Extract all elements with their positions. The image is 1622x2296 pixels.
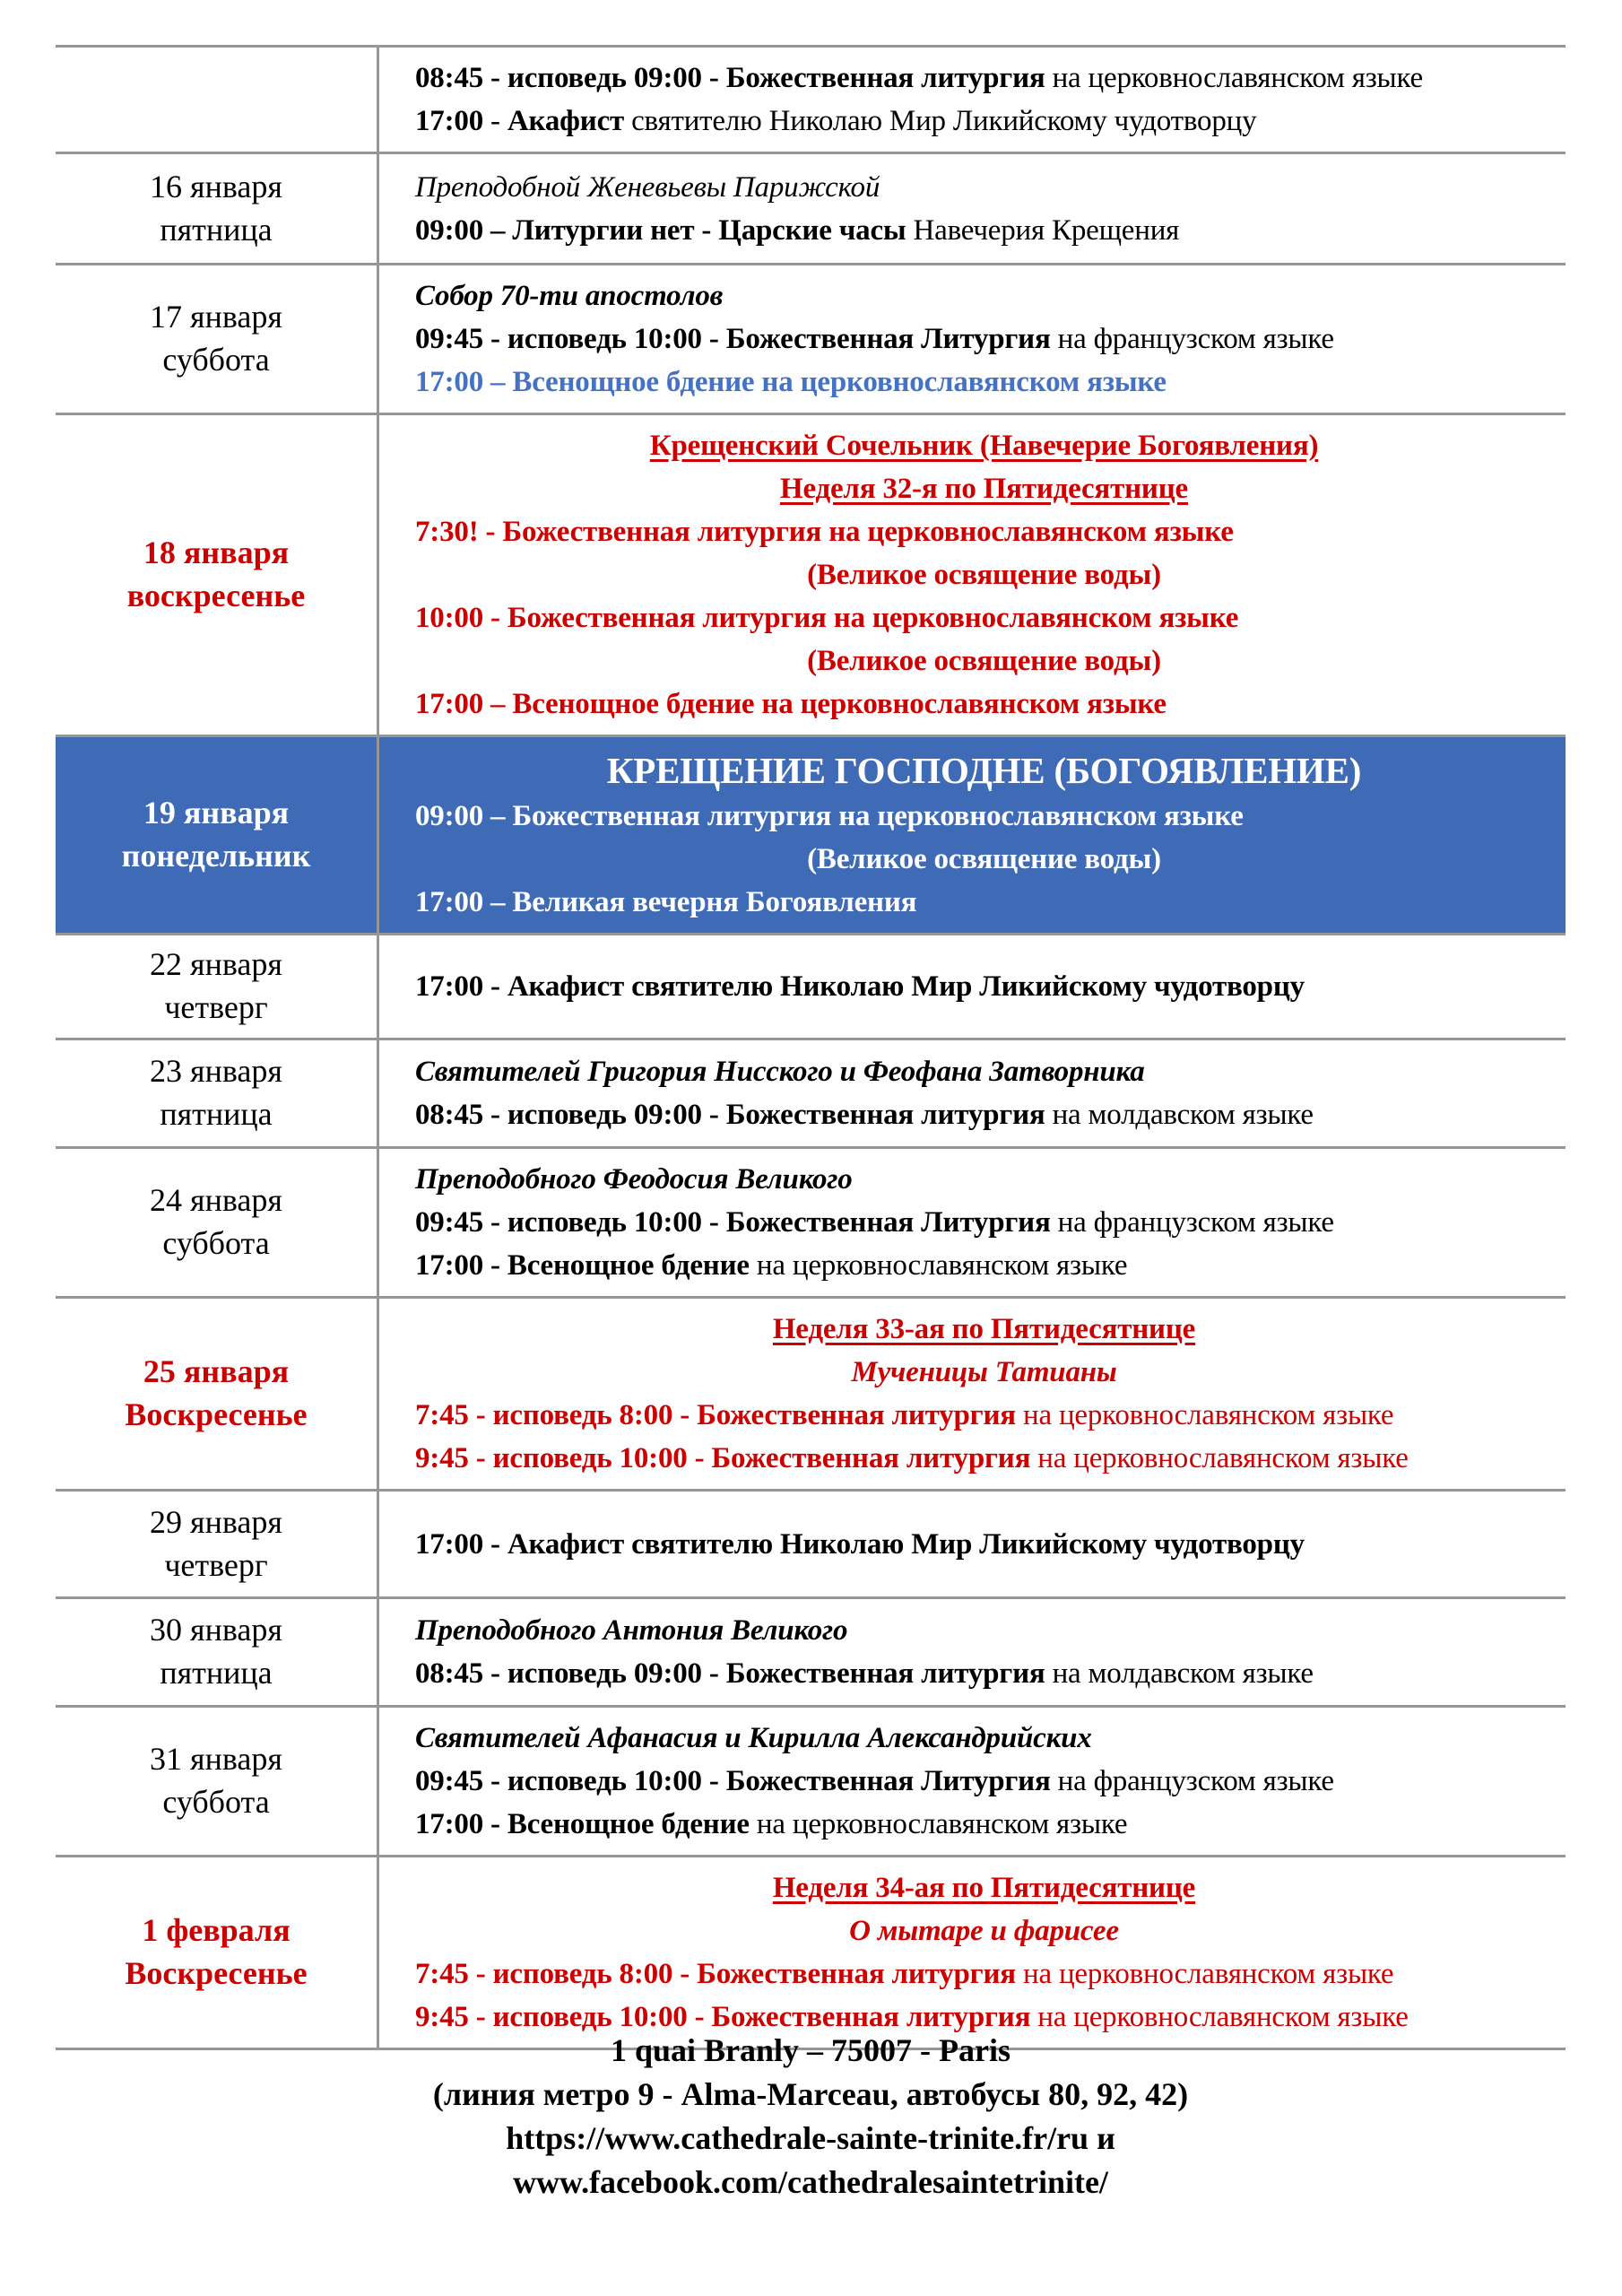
text-segment: на церковнославянском языке: [1037, 1442, 1409, 1474]
date-line: Воскресенье: [125, 1955, 308, 1991]
date-line: 30 января: [150, 1612, 282, 1648]
date-line: воскресенье: [126, 578, 306, 613]
service-line: [415, 1866, 1553, 1909]
date-line: четверг: [164, 1546, 268, 1583]
text-segment: Крещенский Сочельник (Навечерие Богоявления): [649, 430, 1319, 462]
date-line: 29 января: [150, 1503, 282, 1540]
text-segment: 7:45 - исповедь 8:00 - Божественная литургия: [415, 1399, 1023, 1431]
date-line: Воскресенье: [125, 1396, 308, 1432]
table-row: [56, 152, 1566, 263]
table-row: [56, 1489, 1566, 1596]
text-segment: Святителей Григория Нисского и Феофана Затворника: [415, 1056, 1145, 1088]
text-segment: Навечерия Крещения: [913, 213, 1180, 247]
text-segment: 09:00 – Божественная литургия на церковнославянском языке: [415, 800, 1244, 832]
table-row: [56, 263, 1566, 413]
text-segment: КРЕЩЕНИЕ ГОСПОДНЕ (БОГОЯВЛЕНИЕ): [606, 750, 1362, 791]
date-line: суббота: [162, 342, 270, 378]
services-cell: [379, 415, 1566, 735]
date-cell: [56, 265, 379, 413]
text-segment: 17:00 - Акафист святителю Николаю Мир Ликийскому чудотворцу: [415, 970, 1305, 1003]
service-line: [415, 209, 1553, 252]
date-line: 1 февраля: [142, 1912, 291, 1949]
services-cell: [379, 154, 1566, 263]
date-line: пятница: [160, 211, 273, 248]
table-row: [56, 1855, 1566, 2048]
service-line: [415, 1201, 1553, 1244]
service-line: [415, 838, 1553, 881]
service-line: [415, 746, 1553, 795]
service-line: [415, 1093, 1553, 1136]
date-cell: [56, 1492, 379, 1596]
services-cell: [379, 1299, 1566, 1489]
text-segment: 08:45 - исповедь 09:00 - Божественная литургия: [415, 1657, 1053, 1690]
services-cell: [379, 1599, 1566, 1705]
service-line: [415, 100, 1553, 143]
text-segment: 09:45 - исповедь 10:00 - Божественная Литургия: [415, 1206, 1058, 1239]
date-cell: [56, 1149, 379, 1296]
text-segment: Неделя 32-я по Пятидесятнице: [780, 473, 1188, 505]
date-cell: [56, 1857, 379, 2048]
date-cell: [56, 415, 379, 735]
date-line: 22 января: [150, 946, 282, 983]
date-line: 23 января: [150, 1053, 282, 1090]
text-segment: 09:45 - исповедь 10:00 - Божественная Литургия: [415, 323, 1058, 355]
text-segment: 08:45 - исповедь 09:00 - Божественная литургия: [415, 62, 1053, 94]
address-line: 1 quai Branly – 75007 - Paris: [610, 2032, 1011, 2068]
text-segment: Мученицы Татианы: [851, 1356, 1117, 1388]
schedule-table: [56, 45, 1566, 2050]
service-line: [415, 1717, 1553, 1760]
text-segment: на французском языке: [1057, 1206, 1334, 1239]
website-url: https://www.cathedrale-sainte-trinite.fr/ru и: [506, 2120, 1115, 2156]
services-cell: [379, 265, 1566, 413]
date-line: 17 января: [150, 299, 282, 335]
service-line: [415, 1437, 1553, 1480]
text-segment: Преподобного Феодосия Великого: [415, 1163, 853, 1196]
services-cell: [379, 935, 1566, 1038]
services-cell: [379, 737, 1566, 933]
service-line: [415, 1523, 1553, 1566]
date-line: 25 января: [143, 1353, 290, 1390]
services-cell: [379, 1040, 1566, 1146]
text-segment: на французском языке: [1057, 323, 1334, 355]
table-row: [56, 1596, 1566, 1705]
text-segment: (Великое освящение воды): [807, 843, 1161, 875]
service-line: [415, 317, 1553, 361]
date-cell: [56, 1299, 379, 1489]
date-line: пятница: [160, 1655, 273, 1691]
table-row: [56, 45, 1566, 152]
text-segment: Неделя 33-ая по Пятидесятнице: [772, 1313, 1196, 1345]
date-line: пятница: [160, 1096, 273, 1132]
text-segment: 17:00 – Всенощное бдение на церковнославянском языке: [415, 688, 1167, 720]
text-segment: Акафист: [507, 105, 625, 137]
text-segment: на церковнославянском языке: [1037, 2001, 1409, 2033]
service-line: [415, 1909, 1553, 1952]
date-cell: [56, 935, 379, 1038]
service-line: [415, 1244, 1553, 1287]
table-row: [56, 735, 1566, 933]
text-segment: Собор 70-ти апостолов: [415, 280, 724, 312]
services-cell: [379, 1857, 1566, 2048]
service-line: [415, 1394, 1553, 1437]
service-line: [415, 166, 1553, 209]
date-line: 24 января: [150, 1182, 282, 1219]
text-segment: 17:00 - Всенощное бдение: [415, 1249, 757, 1282]
date-cell: [56, 737, 379, 933]
text-segment: 17:00 - Акафист святителю Николаю Мир Ликийскому чудотворцу: [415, 1527, 1305, 1561]
date-line: 31 января: [150, 1741, 282, 1778]
service-line: [415, 467, 1553, 510]
text-segment: (Великое освящение воды): [807, 559, 1161, 591]
footer: [56, 2029, 1566, 2205]
services-cell: [379, 1708, 1566, 1855]
text-segment: 7:30! - Божественная литургия на церковнославянском языке: [415, 516, 1234, 548]
service-line: [415, 639, 1553, 683]
text-segment: на молдавском языке: [1052, 1099, 1314, 1131]
text-segment: 9:45 - исповедь 10:00 - Божественная литургия: [415, 1442, 1038, 1474]
services-cell: [379, 1492, 1566, 1596]
text-segment: Преподобного Антония Великого: [415, 1614, 848, 1647]
date-cell: [56, 1040, 379, 1146]
service-line: [415, 795, 1553, 838]
service-line: [415, 361, 1553, 404]
text-segment: 9:45 - исповедь 10:00 - Божественная литургия: [415, 2001, 1038, 2033]
text-segment: на французском языке: [1057, 1765, 1334, 1797]
service-line: [415, 510, 1553, 553]
text-segment: на церковнославянском языке: [1023, 1958, 1394, 1990]
text-segment: на церковнославянском языке: [1052, 62, 1423, 94]
transit-line: (линия метро 9 - Alma-Marceau, автобусы 80, 92, 42): [432, 2076, 1189, 2112]
date-line: 16 января: [150, 168, 282, 204]
service-line: [415, 57, 1553, 100]
service-line: [415, 1803, 1553, 1846]
text-segment: 09:00 – Литургии нет - Царские часы: [415, 213, 914, 247]
text-segment: святителю Николаю Мир Ликийскому чудотворцу: [624, 105, 1257, 137]
service-line: [415, 1652, 1553, 1695]
text-segment: 08:45 - исповедь 09:00 - Божественная литургия: [415, 1099, 1053, 1131]
text-segment: на церковнославянском языке: [1023, 1399, 1394, 1431]
service-line: [415, 596, 1553, 639]
table-row: [56, 413, 1566, 735]
table-row: [56, 933, 1566, 1038]
date-cell: [56, 154, 379, 263]
text-segment: 17:00: [415, 105, 483, 137]
table-row: [56, 1146, 1566, 1296]
service-line: [415, 683, 1553, 726]
text-segment: на церковнославянском языке: [756, 1808, 1128, 1840]
service-line: [415, 1308, 1553, 1351]
text-segment: на молдавском языке: [1052, 1657, 1314, 1690]
service-line: [415, 1351, 1553, 1394]
text-segment: 7:45 - исповедь 8:00 - Божественная литургия: [415, 1958, 1023, 1990]
service-line: [415, 553, 1553, 596]
facebook-url: www.facebook.com/cathedralesaintetrinite/: [513, 2164, 1108, 2200]
table-row: [56, 1296, 1566, 1489]
date-line: 19 января: [143, 795, 290, 831]
service-line: [415, 1050, 1553, 1093]
table-row: [56, 1038, 1566, 1146]
service-line: [415, 965, 1553, 1008]
service-line: [415, 424, 1553, 467]
date-line: суббота: [162, 1225, 270, 1261]
service-line: [415, 1760, 1553, 1803]
text-segment: О мытаре и фарисее: [849, 1915, 1119, 1947]
text-segment: Святителей Афанасия и Кирилла Александрийских: [415, 1722, 1092, 1754]
service-line: [415, 1158, 1553, 1201]
table-row: [56, 1705, 1566, 1855]
services-cell: [379, 1149, 1566, 1296]
text-segment: на церковнославянском языке: [756, 1249, 1128, 1282]
service-line: [415, 1609, 1553, 1652]
date-cell: [56, 1599, 379, 1705]
date-line: 18 января: [143, 535, 290, 571]
date-cell: [56, 48, 379, 152]
date-line: понедельник: [121, 838, 311, 874]
text-segment: 17:00 - Всенощное бдение: [415, 1808, 757, 1840]
text-segment: 17:00 – Всенощное бдение на церковнославянском языке: [415, 366, 1167, 398]
text-segment: -: [483, 105, 507, 137]
date-line: четверг: [164, 989, 268, 1025]
service-line: [415, 1952, 1553, 1996]
text-segment: (Великое освящение воды): [807, 645, 1161, 677]
text-segment: 17:00 – Великая вечерня Богоявления: [415, 886, 917, 918]
services-cell: [379, 48, 1566, 152]
text-segment: 10:00 - Божественная литургия на церковнославянском языке: [415, 602, 1239, 634]
text-segment: Неделя 34-ая по Пятидесятнице: [772, 1872, 1196, 1904]
date-cell: [56, 1708, 379, 1855]
text-segment: Преподобной Женевьевы Парижской: [415, 170, 880, 204]
service-line: [415, 881, 1553, 924]
service-line: [415, 274, 1553, 317]
text-segment: 09:45 - исповедь 10:00 - Божественная Литургия: [415, 1765, 1058, 1797]
date-line: суббота: [162, 1784, 270, 1820]
